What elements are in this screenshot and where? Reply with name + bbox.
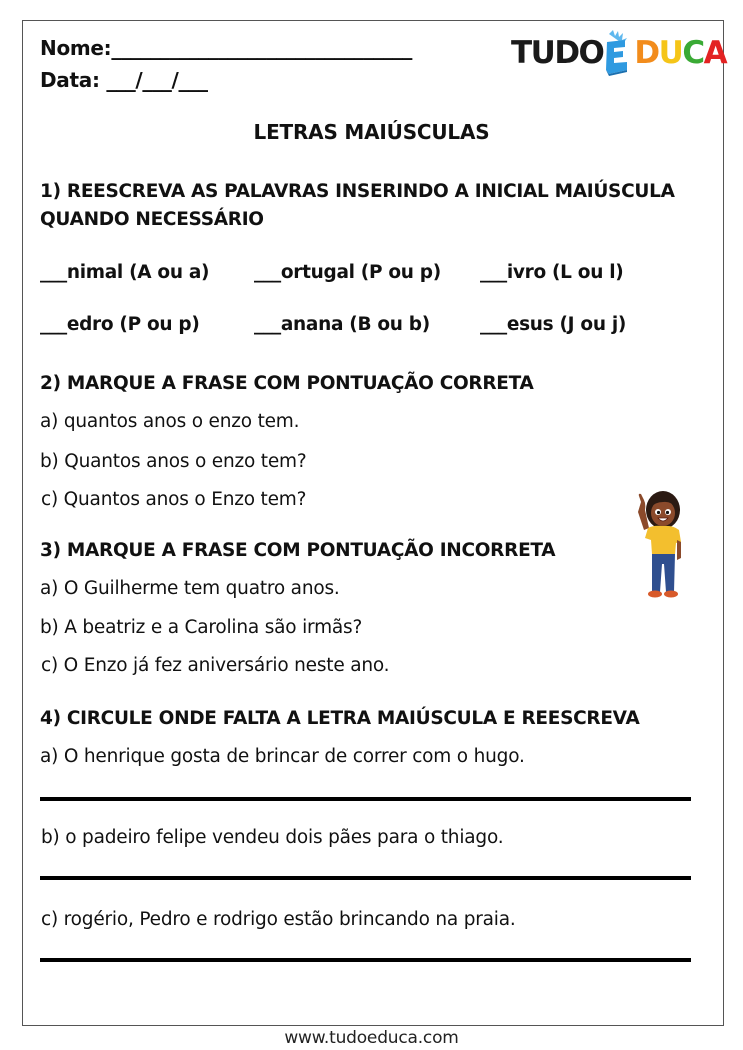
logo-letter-d: D xyxy=(634,34,659,71)
date-label: Data: xyxy=(40,68,100,92)
question-1-title-line2: QUANDO NECESSÁRIO xyxy=(40,209,264,230)
q2-option-c[interactable]: c) Quantos anos o Enzo tem? xyxy=(41,489,307,510)
q1-item-portugal[interactable]: ___ortugal (P ou p) xyxy=(254,262,441,283)
q2-option-a[interactable]: a) quantos anos o enzo tem. xyxy=(40,411,300,432)
q1-item-livro[interactable]: ___ivro (L ou l) xyxy=(480,262,624,283)
date-blank: ___/___/___ xyxy=(106,68,208,92)
question-1-title-line1: 1) REESCREVA AS PALAVRAS INSERINDO A INICIAL MAIÚSCULA xyxy=(40,181,675,202)
answer-line-a[interactable] xyxy=(40,797,691,801)
footer-website: www.tudoeduca.com xyxy=(284,1028,459,1048)
question-2-title: 2) MARQUE A FRASE COM PONTUAÇÃO CORRETA xyxy=(40,373,534,394)
answer-line-b[interactable] xyxy=(40,876,691,880)
name-field[interactable] xyxy=(40,36,412,60)
q1-item-animal[interactable]: ___nimal (A ou a) xyxy=(40,262,210,283)
name-blank: _______________________________ xyxy=(111,36,413,60)
book-icon xyxy=(603,30,633,76)
q4-option-b: b) o padeiro felipe vendeu dois pães para o thiago. xyxy=(41,827,504,848)
q2-option-b[interactable]: b) Quantos anos o enzo tem? xyxy=(40,451,307,472)
q4-option-a: a) O henrique gosta de brincar de correr com o hugo. xyxy=(40,746,525,767)
q3-option-b[interactable]: b) A beatriz e a Carolina são irmãs? xyxy=(40,617,363,638)
logo-letter-a: A xyxy=(703,34,727,71)
question-3-title: 3) MARQUE A FRASE COM PONTUAÇÃO INCORRETA xyxy=(40,540,556,561)
answer-line-c[interactable] xyxy=(40,958,691,962)
name-label: Nome: xyxy=(40,36,112,60)
girl-illustration xyxy=(633,488,689,600)
q1-item-pedro[interactable]: ___edro (P ou p) xyxy=(40,314,200,335)
q1-item-jesus[interactable]: ___esus (J ou j) xyxy=(480,314,627,335)
logo-text-tudo: TUDO xyxy=(511,34,604,71)
question-4-title: 4) CIRCULE ONDE FALTA A LETRA MAIÚSCULA E REESCREVA xyxy=(40,708,640,729)
q1-item-banana[interactable]: ___anana (B ou b) xyxy=(254,314,430,335)
q3-option-a[interactable]: a) O Guilherme tem quatro anos. xyxy=(40,578,340,599)
tudoeduca-logo xyxy=(511,28,726,78)
q3-option-c[interactable]: c) O Enzo já fez aniversário neste ano. xyxy=(41,655,390,676)
logo-letter-u: U xyxy=(658,34,683,71)
page-title: LETRAS MAIÚSCULAS xyxy=(253,120,490,144)
q4-option-c: c) rogério, Pedro e rodrigo estão brincando na praia. xyxy=(41,909,516,930)
date-field[interactable] xyxy=(40,68,208,92)
logo-letter-c: C xyxy=(682,34,704,71)
